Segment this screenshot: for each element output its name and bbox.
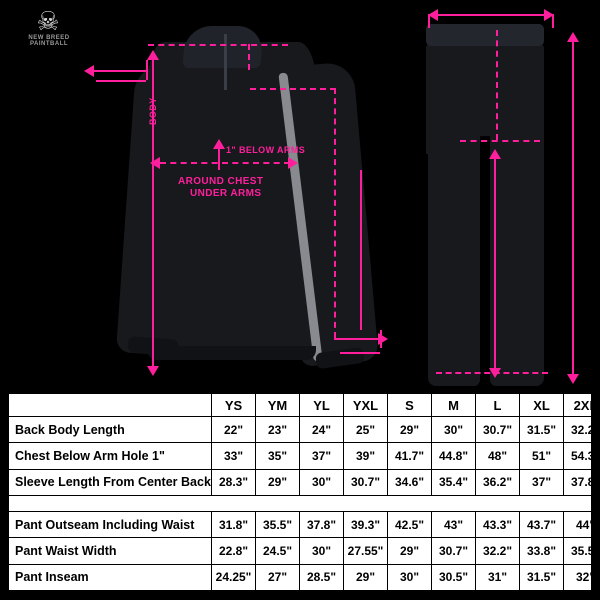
cell: 31.8": [212, 512, 256, 538]
sleeve-drop-dashed: [334, 88, 336, 338]
pants-leg-gap: [480, 136, 490, 386]
table-row: [9, 564, 600, 590]
spacer-cell: [432, 495, 476, 511]
back-body-length-arrow-bottom: [147, 366, 159, 376]
sleeve-top-bracket-2: [96, 80, 146, 82]
cell: 37": [520, 469, 564, 495]
col-header-yl: YL: [300, 394, 344, 417]
cell: 23": [256, 417, 300, 443]
col-header-ys: YS: [212, 394, 256, 417]
sleeve-run-dashed: [250, 88, 336, 90]
cell: 22.8": [212, 538, 256, 564]
pants-front-illustration: [418, 18, 558, 386]
cell: 31.5": [520, 417, 564, 443]
cell: 28.3": [212, 469, 256, 495]
spacer-cell: [520, 495, 564, 511]
cell: 48": [476, 443, 520, 469]
jacket-collar: [183, 26, 264, 68]
sleeve-top-bracket-tick: [146, 60, 148, 80]
sleeve-end-bracket: [334, 338, 382, 340]
cell: 30": [432, 417, 476, 443]
sleeve-top-arrow-left: [84, 65, 94, 77]
cell: 30": [388, 564, 432, 590]
spacer-cell: [9, 495, 212, 511]
table-row: [9, 469, 600, 495]
chest-arrow-right: [288, 157, 298, 169]
pant-waist-tick-right: [552, 14, 554, 28]
cell: 30.5": [432, 564, 476, 590]
col-header-0: [9, 394, 212, 417]
pant-outseam-line: [572, 42, 574, 376]
cell: 30": [300, 538, 344, 564]
cell: 35.5": [256, 512, 300, 538]
cell: 29": [388, 538, 432, 564]
row-label-back-body-length: Back Body Length: [9, 417, 212, 443]
below-arms-label: 1" BELOW ARMS: [226, 145, 306, 155]
cell: 43.7": [520, 512, 564, 538]
center-back-guide-dashed: [248, 44, 250, 70]
cell: 30.7": [476, 417, 520, 443]
size-chart-table: [9, 393, 600, 591]
row-label-sleeve-length: Sleeve Length From Center Back: [9, 469, 212, 495]
cell: 30.7": [344, 469, 388, 495]
pant-center-dashed: [496, 30, 498, 140]
sleeve-end-bracket-2: [340, 352, 380, 354]
around-chest-label: AROUND CHEST: [178, 176, 264, 187]
sleeve-top-bracket: [92, 70, 148, 72]
col-header-s: S: [388, 394, 432, 417]
pants-waistband: [426, 24, 544, 46]
cell: 43": [432, 512, 476, 538]
cell: 32.2": [476, 538, 520, 564]
cell: 37.8": [300, 512, 344, 538]
pant-outseam-arrow-top: [567, 32, 579, 42]
below-arms-line: [218, 148, 220, 170]
cell: 37": [300, 443, 344, 469]
pant-waist-width-line: [438, 14, 546, 16]
cell: 24.25": [212, 564, 256, 590]
cell: 33": [212, 443, 256, 469]
pants-right-leg: [490, 138, 544, 386]
cell: 31.5": [520, 564, 564, 590]
spacer-cell: [256, 495, 300, 511]
col-header-xl: XL: [520, 394, 564, 417]
cell: 30.7": [432, 538, 476, 564]
cell: 27.55": [344, 538, 388, 564]
table-section-spacer: [9, 495, 600, 511]
cell: 35": [256, 443, 300, 469]
spacer-cell: [300, 495, 344, 511]
cell: 33.8": [520, 538, 564, 564]
chest-arrow-left: [150, 157, 160, 169]
table-row: [9, 512, 600, 538]
cell: 37.8": [564, 469, 600, 495]
table-row: [9, 443, 600, 469]
table-row: [9, 538, 600, 564]
pant-hem-dashed: [436, 372, 548, 374]
cell: 42.5": [388, 512, 432, 538]
cell: 24.5": [256, 538, 300, 564]
cell: 32": [564, 564, 600, 590]
col-header-l: L: [476, 394, 520, 417]
under-arms-label: UNDER ARMS: [190, 188, 262, 199]
cell: 44": [564, 512, 600, 538]
below-arms-arrow: [213, 139, 225, 149]
spacer-cell: [344, 495, 388, 511]
cell: 51": [520, 443, 564, 469]
cell: 29": [256, 469, 300, 495]
table-row: [9, 417, 600, 443]
cell: 35.4": [432, 469, 476, 495]
cell: 29": [388, 417, 432, 443]
brand-logo: [10, 6, 88, 54]
skull-icon: ☠: [36, 6, 60, 36]
cell: 34.6": [388, 469, 432, 495]
cell: 39.3": [344, 512, 388, 538]
row-label-pant-outseam: Pant Outseam Including Waist: [9, 512, 212, 538]
jacket-front-illustration: [120, 20, 390, 380]
pant-inseam-top-dashed: [460, 140, 540, 142]
row-label-pant-inseam: Pant Inseam: [9, 564, 212, 590]
cell: 44.8": [432, 443, 476, 469]
col-header-ym: YM: [256, 394, 300, 417]
cell: 31": [476, 564, 520, 590]
cell: 32.2": [564, 417, 600, 443]
brand-wordmark: NEW BREED PAINTBALL: [28, 35, 70, 47]
sleeve-guide-dashed: [148, 44, 288, 46]
cell: 25": [344, 417, 388, 443]
cell: 39": [344, 443, 388, 469]
row-label-chest-below-arm-hole: Chest Below Arm Hole 1": [9, 443, 212, 469]
cell: 27": [256, 564, 300, 590]
cell: 28.5": [300, 564, 344, 590]
cell: 30": [300, 469, 344, 495]
row-label-pant-waist-width: Pant Waist Width: [9, 538, 212, 564]
col-header-2xl: 2XL: [564, 394, 600, 417]
table-header-row: [9, 394, 600, 417]
cell: 24": [300, 417, 344, 443]
pant-waist-tick-left: [428, 14, 430, 28]
cell: 35.5": [564, 538, 600, 564]
back-body-length-arrow-top: [147, 50, 159, 60]
jacket-zipper: [224, 34, 227, 90]
cell: 36.2": [476, 469, 520, 495]
spacer-cell: [564, 495, 600, 511]
col-header-yxl: YXL: [344, 394, 388, 417]
cell: 22": [212, 417, 256, 443]
chest-measure-dashed: [160, 162, 290, 164]
cell: 29": [344, 564, 388, 590]
body-label: BODY: [148, 97, 158, 125]
pant-inseam-arrow-top: [489, 149, 501, 159]
pant-outseam-arrow-bottom: [567, 374, 579, 384]
pants-left-leg: [428, 138, 480, 386]
col-header-m: M: [432, 394, 476, 417]
cell: 54.3": [564, 443, 600, 469]
size-chart-table-wrapper: [8, 392, 600, 592]
spacer-cell: [388, 495, 432, 511]
sleeve-end-arrow: [378, 333, 388, 345]
spacer-cell: [212, 495, 256, 511]
pant-inseam-line: [494, 158, 496, 370]
cell: 43.3": [476, 512, 520, 538]
cell: 41.7": [388, 443, 432, 469]
spacer-cell: [476, 495, 520, 511]
sleeve-right-guide: [360, 170, 362, 330]
